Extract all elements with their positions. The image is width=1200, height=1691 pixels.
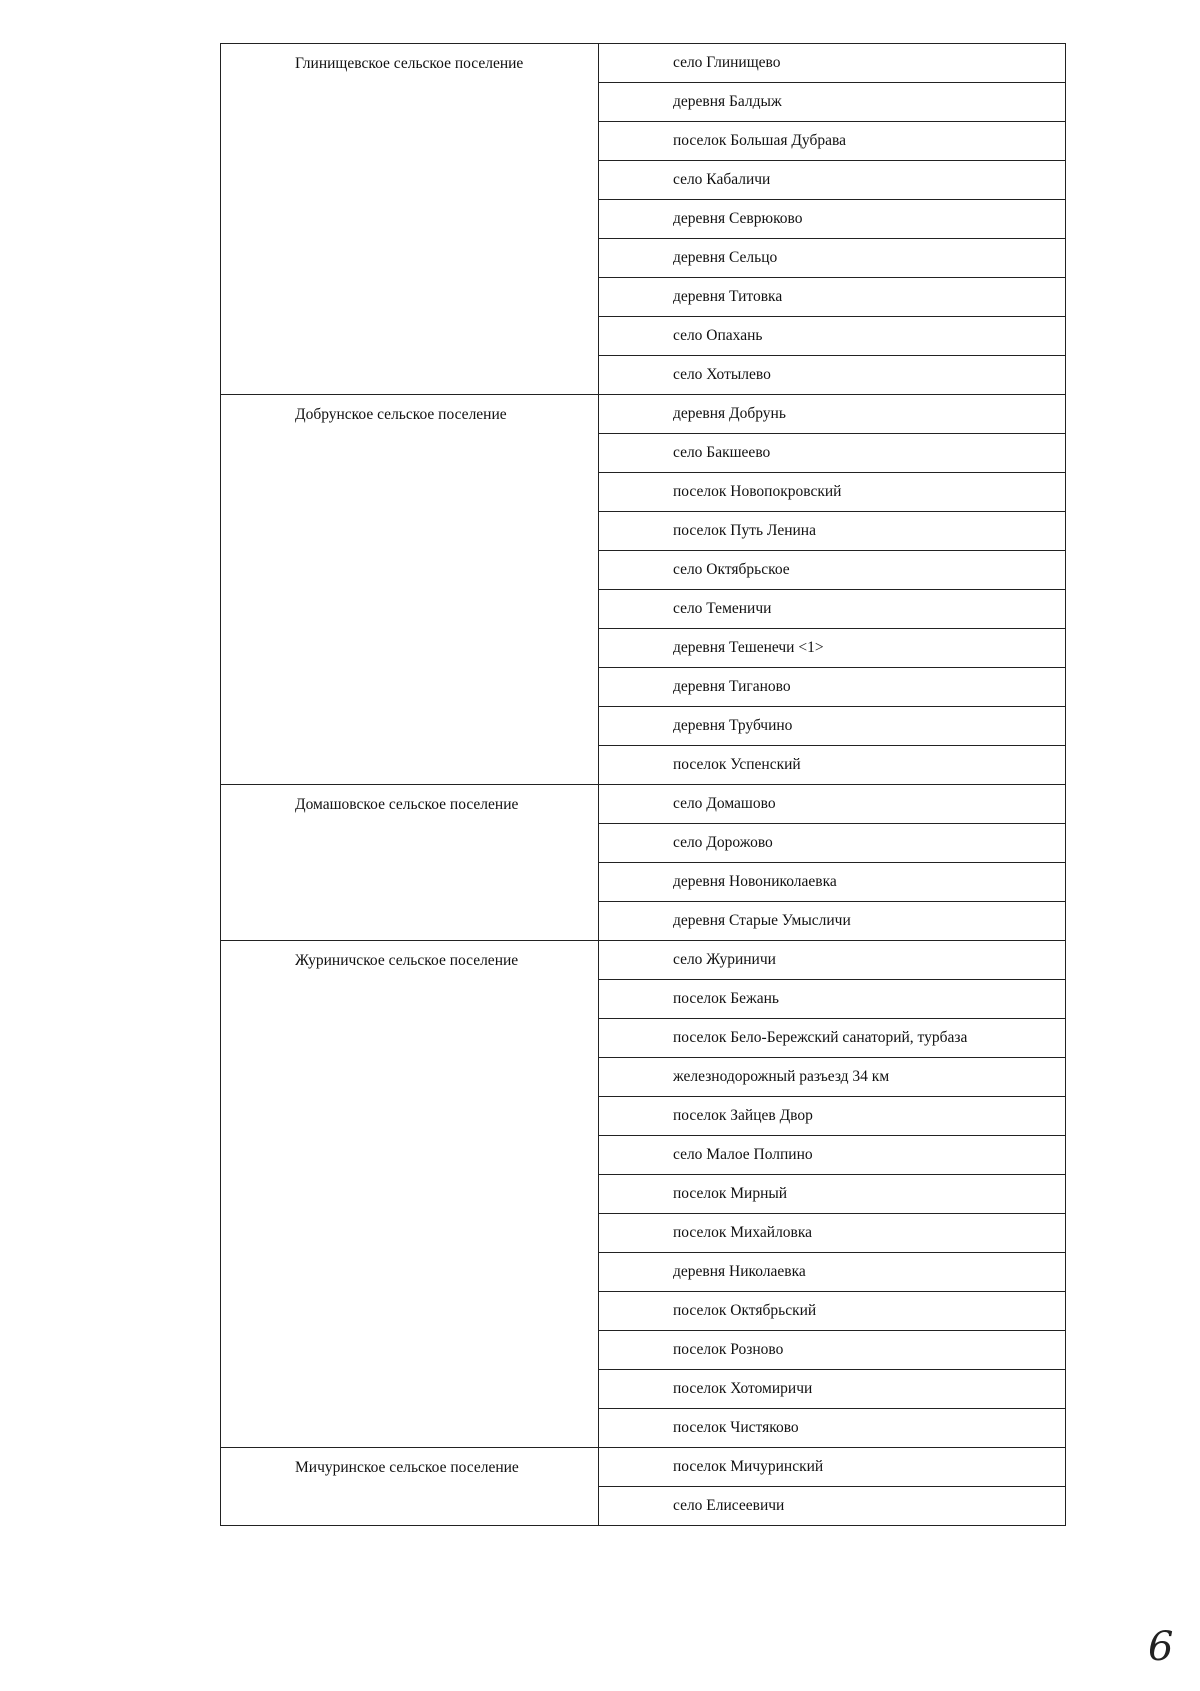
locality-cell: деревня Новониколаевка (599, 863, 1066, 902)
locality-cell: село Хотылево (599, 356, 1066, 395)
locality-cell: село Дорожово (599, 824, 1066, 863)
locality-cell: поселок Хотомиричи (599, 1370, 1066, 1409)
locality-cell: село Журиничи (599, 941, 1066, 980)
locality-cell: поселок Бежань (599, 980, 1066, 1019)
settlement-name-cell: Домашовское сельское поселение (221, 785, 599, 941)
locality-cell: деревня Николаевка (599, 1253, 1066, 1292)
table-row (221, 785, 1066, 824)
locality-cell: деревня Тиганово (599, 668, 1066, 707)
locality-cell: село Домашово (599, 785, 1066, 824)
locality-cell: поселок Бело-Бережский санаторий, турбаза (599, 1019, 1066, 1058)
table-row (221, 941, 1066, 980)
table-row (221, 44, 1066, 83)
locality-cell: поселок Мичуринский (599, 1448, 1066, 1487)
locality-cell: деревня Тешенечи <1> (599, 629, 1066, 668)
locality-cell: поселок Новопокровский (599, 473, 1066, 512)
table-row (221, 1448, 1066, 1487)
locality-cell: деревня Трубчино (599, 707, 1066, 746)
locality-cell: деревня Старые Умысличи (599, 902, 1066, 941)
locality-cell: село Глинищево (599, 44, 1066, 83)
locality-cell: деревня Сельцо (599, 239, 1066, 278)
locality-cell: поселок Розново (599, 1331, 1066, 1370)
locality-cell: поселок Успенский (599, 746, 1066, 785)
settlement-name-cell: Журиничское сельское поселение (221, 941, 599, 1448)
locality-cell: поселок Чистяково (599, 1409, 1066, 1448)
locality-cell: село Кабаличи (599, 161, 1066, 200)
locality-cell: деревня Балдыж (599, 83, 1066, 122)
locality-cell: деревня Добрунь (599, 395, 1066, 434)
locality-cell: поселок Михайловка (599, 1214, 1066, 1253)
locality-cell: село Малое Полпино (599, 1136, 1066, 1175)
table-row (221, 395, 1066, 434)
locality-cell: село Теменичи (599, 590, 1066, 629)
locality-cell: поселок Путь Ленина (599, 512, 1066, 551)
locality-cell: поселок Мирный (599, 1175, 1066, 1214)
locality-cell: деревня Титовка (599, 278, 1066, 317)
locality-cell: поселок Большая Дубрава (599, 122, 1066, 161)
settlement-name-cell: Мичуринское сельское поселение (221, 1448, 599, 1526)
locality-cell: село Октябрьское (599, 551, 1066, 590)
locality-cell: поселок Октябрьский (599, 1292, 1066, 1331)
settlement-name-cell: Добрунское сельское поселение (221, 395, 599, 785)
locality-cell: село Бакшеево (599, 434, 1066, 473)
settlements-table (220, 43, 1066, 1526)
locality-cell: деревня Севрюково (599, 200, 1066, 239)
locality-cell: железнодорожный разъезд 34 км (599, 1058, 1066, 1097)
locality-cell: поселок Зайцев Двор (599, 1097, 1066, 1136)
settlements-table-body (221, 44, 1066, 1526)
settlement-name-cell: Глинищевское сельское поселение (221, 44, 599, 395)
handwritten-page-number: 6 (1148, 1624, 1174, 1670)
locality-cell: село Елисеевичи (599, 1487, 1066, 1526)
locality-cell: село Опахань (599, 317, 1066, 356)
